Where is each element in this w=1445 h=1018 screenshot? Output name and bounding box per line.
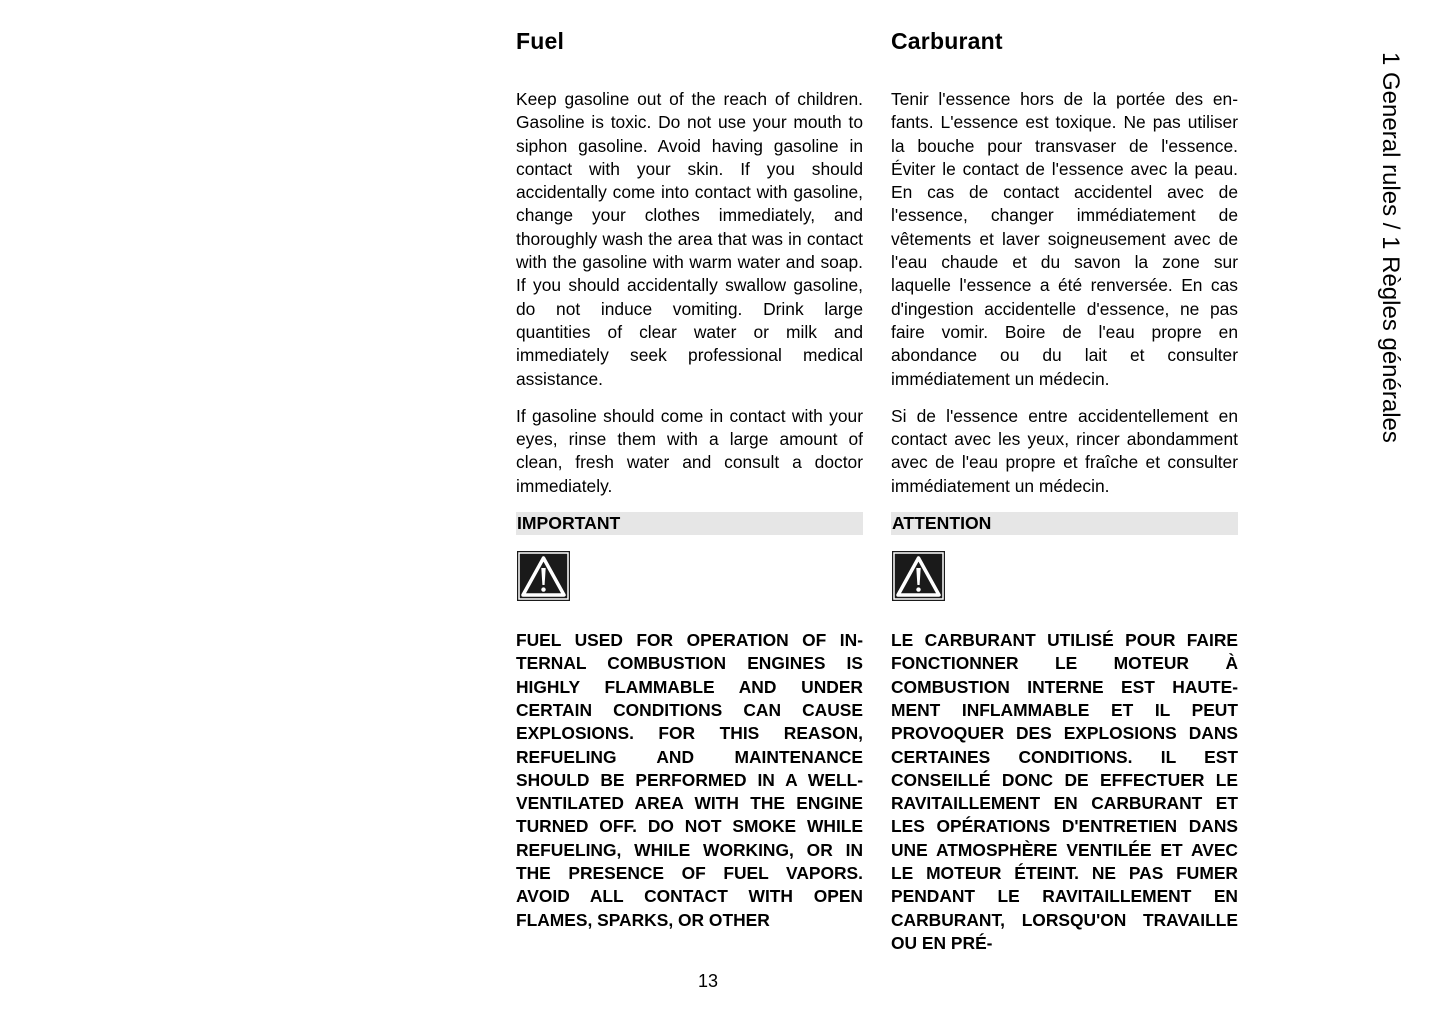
warning-text: LE CARBURANT UTILISÉ POUR FAIRE FONCTIONNER LE MOTEUR À COMBUSTION INTERNE EST HAUTEMENT INFLAMMABLE ET IL PEUT PROVOQUER DES EXPLOSIONS DANS CERTAINES CONDITIONS. IL EST CONSEILLÉ DONC DE EFFECTUER LE RAVITAILLEMENT EN CARBURANT ET LES OPÉRATIONS D'ENTRETIEN DANS UNE ATMOSPHÈRE VENTILÉE ET AVEC LE MOTEUR ÉTEINT. NE PAS FUMER PENDANT LE RAVITAILLEMENT EN CARBURANT, LORSQU'ON TRAVAILLE OU EN PRÉ- xyxy=(891,630,1238,953)
page-number: 13 xyxy=(698,971,719,991)
body-paragraph: Keep gasoline out of the reach of children. Gasoline is toxic. Do not use your mouth to siphon gasoline. Avoid having gasoline in contact with your skin. If you should accidentally come into contact with gasoline, change your clothes immediately, and thoroughly wash the area that was in contact with the gasoline with warm water and soap. If you should accidentally swallow gasoline, do not induce vomiting. Drink large quantities of clear water or milk and immediately seek professional medical assistance. xyxy=(516,89,863,389)
warning-triangle-icon xyxy=(892,551,945,601)
warning-triangle-icon xyxy=(517,551,570,601)
body-paragraph: Si de l'essence entre accidentellement en contact avec les yeux, rincer abondamment avec de l'eau propre et fraîche et consulter immédiatement un médecin. xyxy=(891,405,1238,496)
english-column xyxy=(516,26,863,932)
french-column xyxy=(891,26,1238,955)
section-heading: Fuel xyxy=(516,28,565,54)
notice-label-bar: ATTENTION xyxy=(891,512,1238,535)
warning-text: FUEL USED FOR OPERATION OF INTERNAL COMBUSTION ENGINES IS HIGHLY FLAMMABLE AND UNDER CERTAIN CONDITIONS CAN CAUSE EXPLOSIONS. FOR THIS REASON, REFUELING AND MAINTENANCE SHOULD BE PERFORMED IN A WELL-VENTILATED AREA WITH THE ENGINE TURNED OFF. DO NOT SMOKE WHILE REFUELING, WHILE WORKING, OR IN THE PRESENCE OF FUEL VAPORS. AVOID ALL CONTACT WITH OPEN FLAMES, SPARKS, OR OTHER xyxy=(516,630,863,930)
body-paragraph: If gasoline should come in contact with your eyes, rinse them with a large amount of clean, fresh water and consult a doctor immediately. xyxy=(516,405,863,496)
chapter-side-title: 1 General rules / 1 Règles générales xyxy=(1377,52,1404,443)
body-paragraph: Tenir l'essence hors de la portée des enfants. L'essence est toxique. Ne pas utiliser la bouche pour transvaser de l'essence. Éviter le contact de l'essence avec la peau. En cas de contact accidentel avec de l'essence, changer immédiatement de vêtements et laver soigneusement avec de l'eau chaude et du savon la zone sur laquelle l'essence a été renversée. En cas d'ingestion accidentelle d'essence, ne pas faire vomir. Boire de l'eau propre en abondance ou du lait et consulter immédiatement un médecin. xyxy=(891,89,1238,389)
notice-label-bar: IMPORTANT xyxy=(516,512,863,535)
section-heading: Carburant xyxy=(891,28,1003,54)
